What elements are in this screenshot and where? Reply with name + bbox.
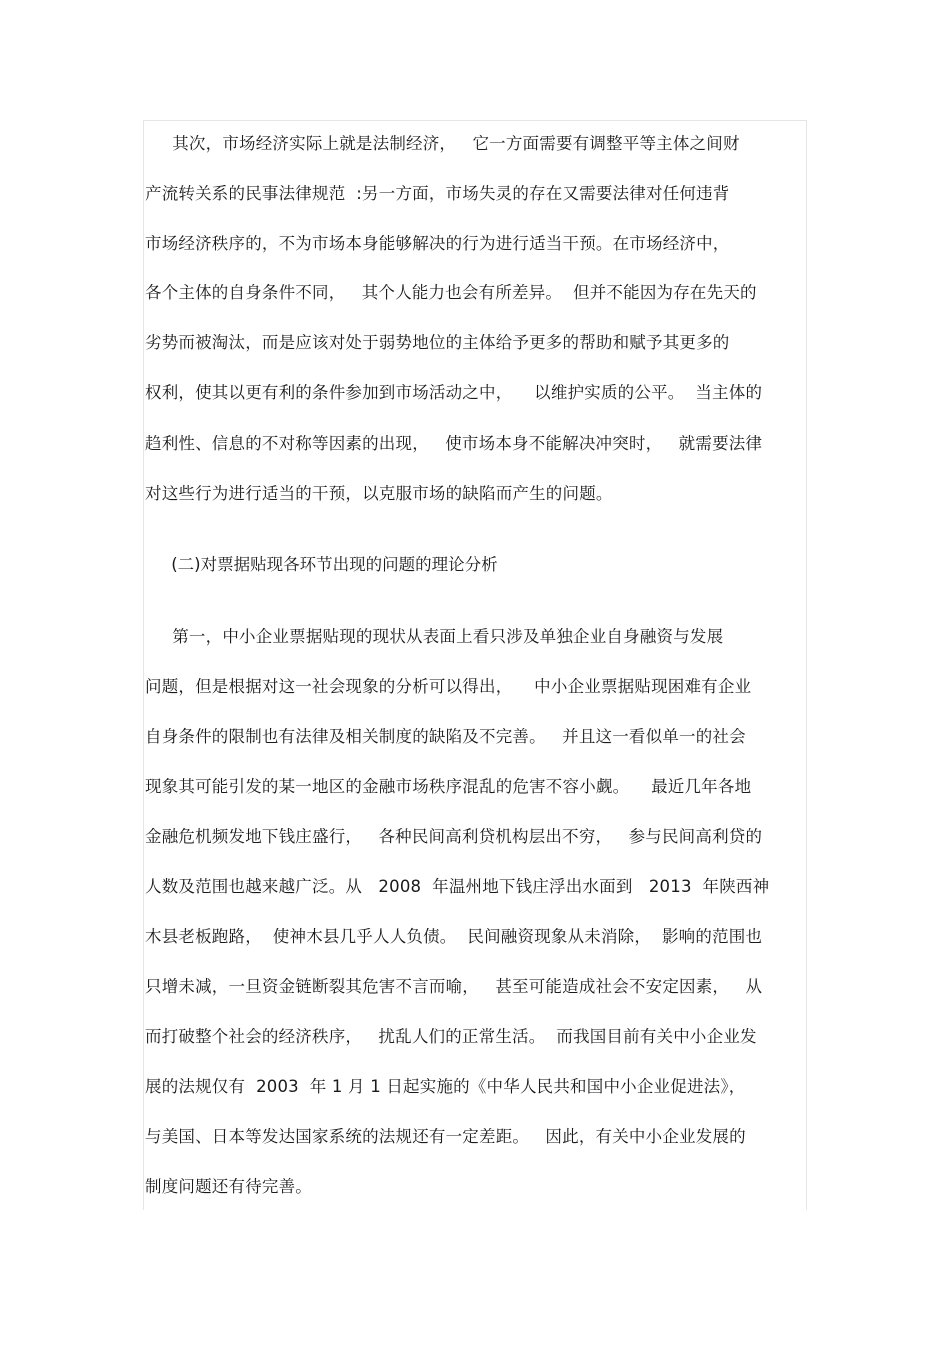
paragraph1-line-5: 劣势而被淘汰，而是应该对处于弱势地位的主体给予更多的帮助和赋予其更多的 bbox=[145, 333, 730, 352]
paragraph1-line-4: 各个主体的自身条件不同， 其个人能力也会有所差异。 但并不能因为存在先天的 bbox=[145, 283, 757, 302]
paragraph1-line-8: 对这些行为进行适当的干预，以克服市场的缺陷而产生的问题。 bbox=[145, 484, 613, 503]
paragraph2-line-2: 问题，但是根据对这一社会现象的分析可以得出， 中小企业票据贴现困难有企业 bbox=[145, 677, 752, 696]
paragraph1-line-3: 市场经济秩序的，不为市场本身能够解决的行为进行适当干预。在市场经济中， bbox=[145, 234, 730, 253]
paragraph2-line-6: 人数及范围也越来越广泛。从 2008 年温州地下钱庄浮出水面到 2013 年陕西神 bbox=[145, 877, 770, 896]
paragraph2-line-3: 自身条件的限制也有法律及相关制度的缺陷及不完善。 并且这一看似单一的社会 bbox=[145, 727, 746, 746]
paragraph2-line-8: 只增未减，一旦资金链断裂其危害不言而喻， 甚至可能造成社会不安定因素， 从 bbox=[145, 977, 763, 996]
paragraph2-line-4: 现象其可能引发的某一地区的金融市场秩序混乱的危害不容小觑。 最近几年各地 bbox=[145, 777, 752, 796]
paragraph2-line-10: 展的法规仅有 2003 年 1 月 1 日起实施的《中华人民共和国中小企业促进法》， bbox=[145, 1077, 746, 1096]
paragraph1-line-1: 其次，市场经济实际上就是法制经济， 它一方面需要有调整平等主体之间财 bbox=[145, 134, 740, 153]
paragraph2-line-9: 而打破整个社会的经济秩序， 扰乱人们的正常生活。 而我国目前有关中小企业发 bbox=[145, 1027, 757, 1046]
paragraph1-line-2: 产流转关系的民事法律规范 :另一方面，市场失灵的存在又需要法律对任何违背 bbox=[145, 184, 730, 203]
paragraph2-line-1: 第一，中小企业票据贴现的现状从表面上看只涉及单独企业自身融资与发展 bbox=[145, 627, 724, 646]
paragraph2-line-11: 与美国、日本等发达国家系统的法规还有一定差距。 因此，有关中小企业发展的 bbox=[145, 1127, 746, 1146]
paragraph2-line-12: 制度问题还有待完善。 bbox=[145, 1177, 312, 1196]
paragraph1-line-7: 趋利性、信息的不对称等因素的出现， 使市场本身不能解决冲突时， 就需要法律 bbox=[145, 434, 763, 453]
section-heading: (二)对票据贴现各环节出现的问题的理论分析 bbox=[145, 555, 498, 574]
paragraph2-line-5: 金融危机频发地下钱庄盛行， 各种民间高利贷机构层出不穷， 参与民间高利贷的 bbox=[145, 827, 763, 846]
paragraph1-line-6: 权利，使其以更有利的条件参加到市场活动之中， 以维护实质的公平。 当主体的 bbox=[145, 383, 763, 402]
paragraph2-line-7: 木县老板跑路， 使神木县几乎人人负债。 民间融资现象从未消除， 影响的范围也 bbox=[145, 927, 763, 946]
